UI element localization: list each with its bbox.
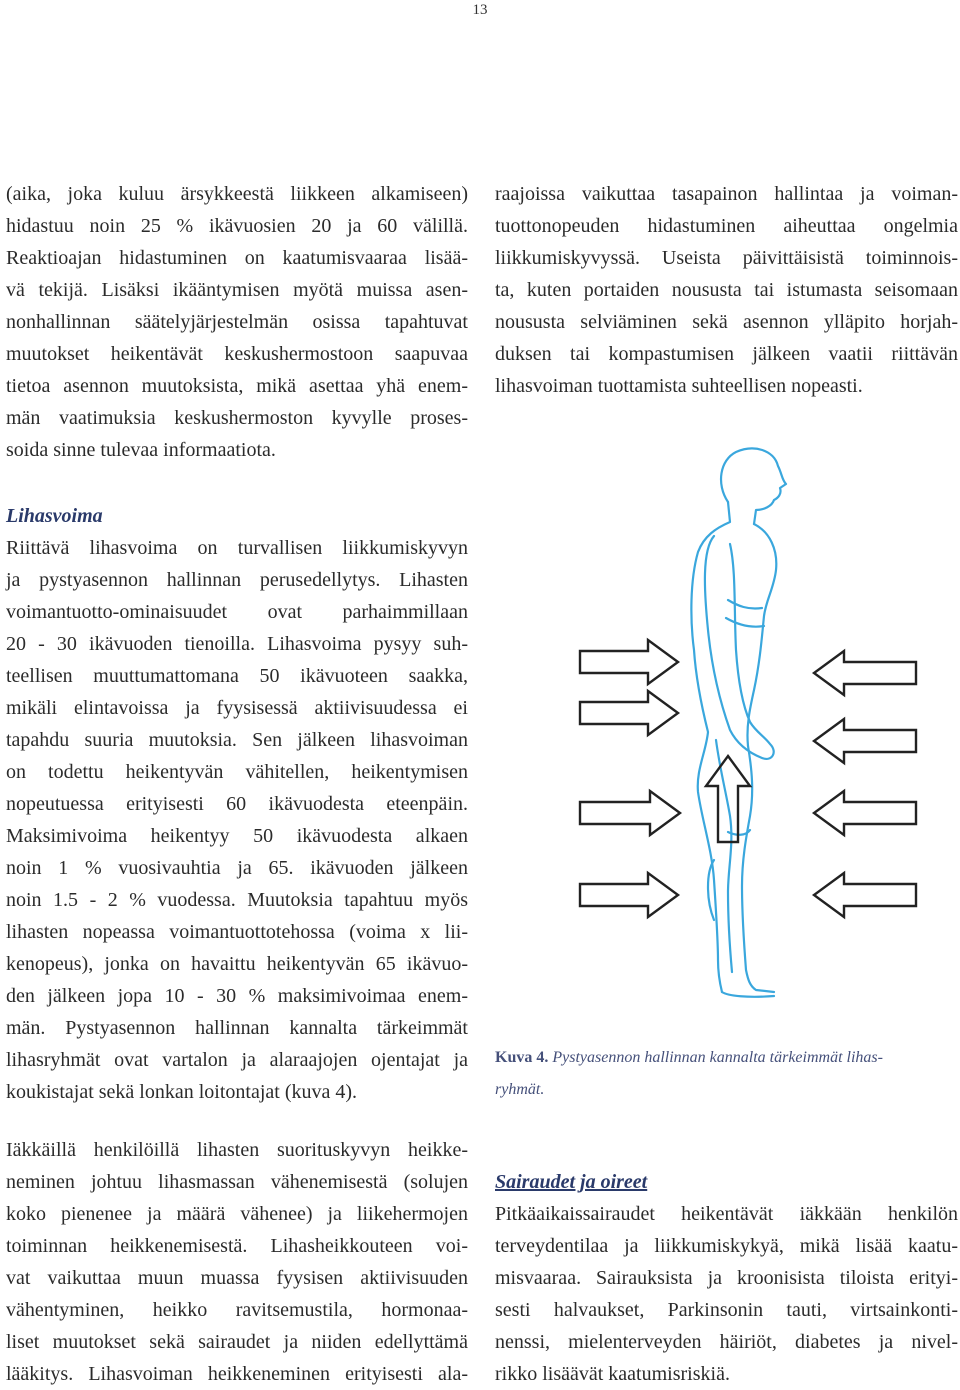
chest-outline: [747, 524, 776, 746]
posture-figure-illustration: [578, 440, 918, 1010]
text-line: nenssi, mielenterveyden häiriöt, diabetes ja nivel-: [495, 1331, 958, 1353]
text-line: koko pienenee ja määrä vähenee) ja liikehermojen: [6, 1203, 468, 1225]
text-line: muutokset heikentävät keskushermostoon saapuvaa: [6, 343, 468, 365]
foot-outline: [722, 992, 774, 997]
text-line: sesti halvaukset, Parkinsonin tauti, virtsainkonti-: [495, 1299, 958, 1321]
text-line: vat vaikuttaa muun muassa fyysisen aktiivisuuden: [6, 1267, 468, 1289]
back-outline: [691, 502, 730, 992]
text-line: noususta selviäminen sekä asennon ylläpito horjah-: [495, 311, 958, 333]
text-line: tietoa asennon muutoksista, mikä asettaa yhä enem-: [6, 375, 468, 397]
arrow-left-icon: [814, 873, 916, 917]
text-line: hidastuu noin 25 % ikävuosien 20 ja 60 välillä.: [6, 215, 468, 237]
caption-text: Pystyasennon hallinnan kannalta tärkeimmät lihas-: [552, 1049, 883, 1066]
text-line: noin 1.5 - 2 % vuodessa. Muutoksia tapahtuu myös: [6, 889, 468, 911]
text-line: Pitkäaikaissairaudet heikentävät iäkkään henkilön: [495, 1203, 958, 1225]
text-line: lääkitys. Lihasvoiman heikkeneminen erityisesti ala-: [6, 1363, 468, 1385]
text-line: lihasryhmät ovat vartalon ja alaraajojen ojentajat ja: [6, 1049, 468, 1071]
text-line: 20 - 30 ikävuoden tienoilla. Lihasvoima pysyy suh-: [6, 633, 468, 655]
text-line: on todettu heikentyvän vähitellen, heikentymisen: [6, 761, 468, 783]
right-top-paragraph: [495, 178, 958, 402]
left-intro-paragraph: [6, 178, 468, 466]
text-line: nonhallinnan säätelyjärjestelmän osissa tapahtuvat: [6, 311, 468, 333]
text-line: rikko lisäävät kaatumisriskiä.: [495, 1363, 730, 1385]
text-line: (aika, joka kuluu ärsykkeestä liikkeen alkamiseen): [6, 183, 468, 205]
arrow-right-icon: [580, 791, 680, 835]
section-heading-lihasvoima: Lihasvoima: [6, 505, 103, 527]
text-line: noin 1 % vuosivauhtia ja 65. ikävuoden jälkeen: [6, 857, 468, 879]
text-line: Maksimivoima heikentyy 50 ikävuodesta alkaen: [6, 825, 468, 847]
arrow-left-icon: [814, 791, 916, 835]
arrow-right-icon: [580, 640, 678, 684]
head-outline: [721, 448, 786, 524]
text-line: liset muutokset sekä sairaudet ja niiden edellyttämä: [6, 1331, 468, 1353]
arrow-right-icon: [580, 873, 678, 917]
text-line: raajoissa vaikuttaa tasapainon hallintaa ja voiman-: [495, 183, 958, 205]
arrows-right-group: [814, 651, 916, 917]
text-line: kenopeus), jonka on havaittu heikentyvän 65 ikävuo-: [6, 953, 468, 975]
text-line: lihasten nopeassa voimantuottotehossa (voima x lii-: [6, 921, 468, 943]
text-line: duksen tai kompastumisen jälkeen vaatii riittävän: [495, 343, 958, 365]
text-line: voimantuotto-ominaisuudet ovat parhaimmillaan: [6, 601, 468, 623]
text-line: tuottonopeuden hidastuminen aiheuttaa ongelmia: [495, 215, 958, 237]
text-line: soida sinne tulevaa informaatiota.: [6, 439, 276, 461]
text-line: terveydentilaa ja liikkumiskykyä, mikä lisää kaatu-: [495, 1235, 958, 1257]
text-line: toiminnan heikkenemisestä. Lihasheikkouteen voi-: [6, 1235, 468, 1257]
arrow-up-icon: [706, 756, 750, 842]
arrow-right-icon: [580, 691, 678, 735]
arrow-left-icon: [814, 651, 916, 695]
text-line: Reaktioajan hidastuminen on kaatumisvaaraa lisää-: [6, 247, 468, 269]
text-line: ja pystyasennon hallinnan perusedellytys. Lihasten: [6, 569, 468, 591]
arm-outline: [705, 536, 774, 759]
text-line: män. Pystyasennon hallinnan kannalta tärkeimmät: [6, 1017, 468, 1039]
caption-text: ryhmät.: [495, 1081, 545, 1098]
text-line: tapahdu suuria muutoksia. Sen jälkeen lihasvoiman: [6, 729, 468, 751]
text-line: den jälkeen jopa 10 - 30 % maksimivoimaa enem-: [6, 985, 468, 1007]
text-line: nopeutuessa erityisesti 60 ikävuodesta eteenpäin.: [6, 793, 468, 815]
text-line: liikkumiskyvyssä. Useista päivittäisistä toiminnois-: [495, 247, 958, 269]
text-line: mikäli elintavoissa ja fyysisessä aktiivisuudessa ei: [6, 697, 468, 719]
text-line: koukistajat sekä lonkan loitontajat (kuva 4).: [6, 1081, 358, 1103]
page-number: 13: [472, 2, 488, 18]
section-heading-sairaudet: Sairaudet ja oireet: [495, 1171, 648, 1193]
bottom-left-paragraph: [6, 1134, 468, 1390]
text-line: teellisen muuttumattomana 50 ikävuoteen saakka,: [6, 665, 468, 687]
text-line: misvaaraa. Sairauksista ja kroonisista tiloista erityi-: [495, 1267, 958, 1289]
text-line: Iäkkäillä henkilöillä lihasten suorituskyvyn heikke-: [6, 1139, 468, 1161]
text-line: män vaatimuksia keskushermoston kyvylle proses-: [6, 407, 468, 429]
sairaudet-paragraph: [495, 1198, 958, 1390]
caption-label: Kuva 4.: [495, 1049, 549, 1066]
text-line: neminen johtuu lihasmassan vähenemisestä (solujen: [6, 1171, 468, 1193]
figure-caption: [495, 1042, 958, 1106]
text-line: lihasvoiman tuottamista suhteellisen nopeasti.: [495, 375, 863, 397]
text-line: vä tekijä. Lisäksi ikääntymisen myötä muissa asen-: [6, 279, 468, 301]
arrow-left-icon: [814, 719, 916, 763]
text-line: Riittävä lihasvoima on turvallisen liikkumiskyvyn: [6, 537, 468, 559]
text-line: vähentyminen, heikko ravitsemustila, hormonaa-: [6, 1299, 468, 1321]
lihasvoima-paragraph: [6, 532, 468, 1108]
arrows-left-group: [580, 640, 680, 917]
abdomen-outline: [726, 600, 764, 627]
text-line: ta, kuten portaiden noususta tai istumasta seisomaan: [495, 279, 958, 301]
